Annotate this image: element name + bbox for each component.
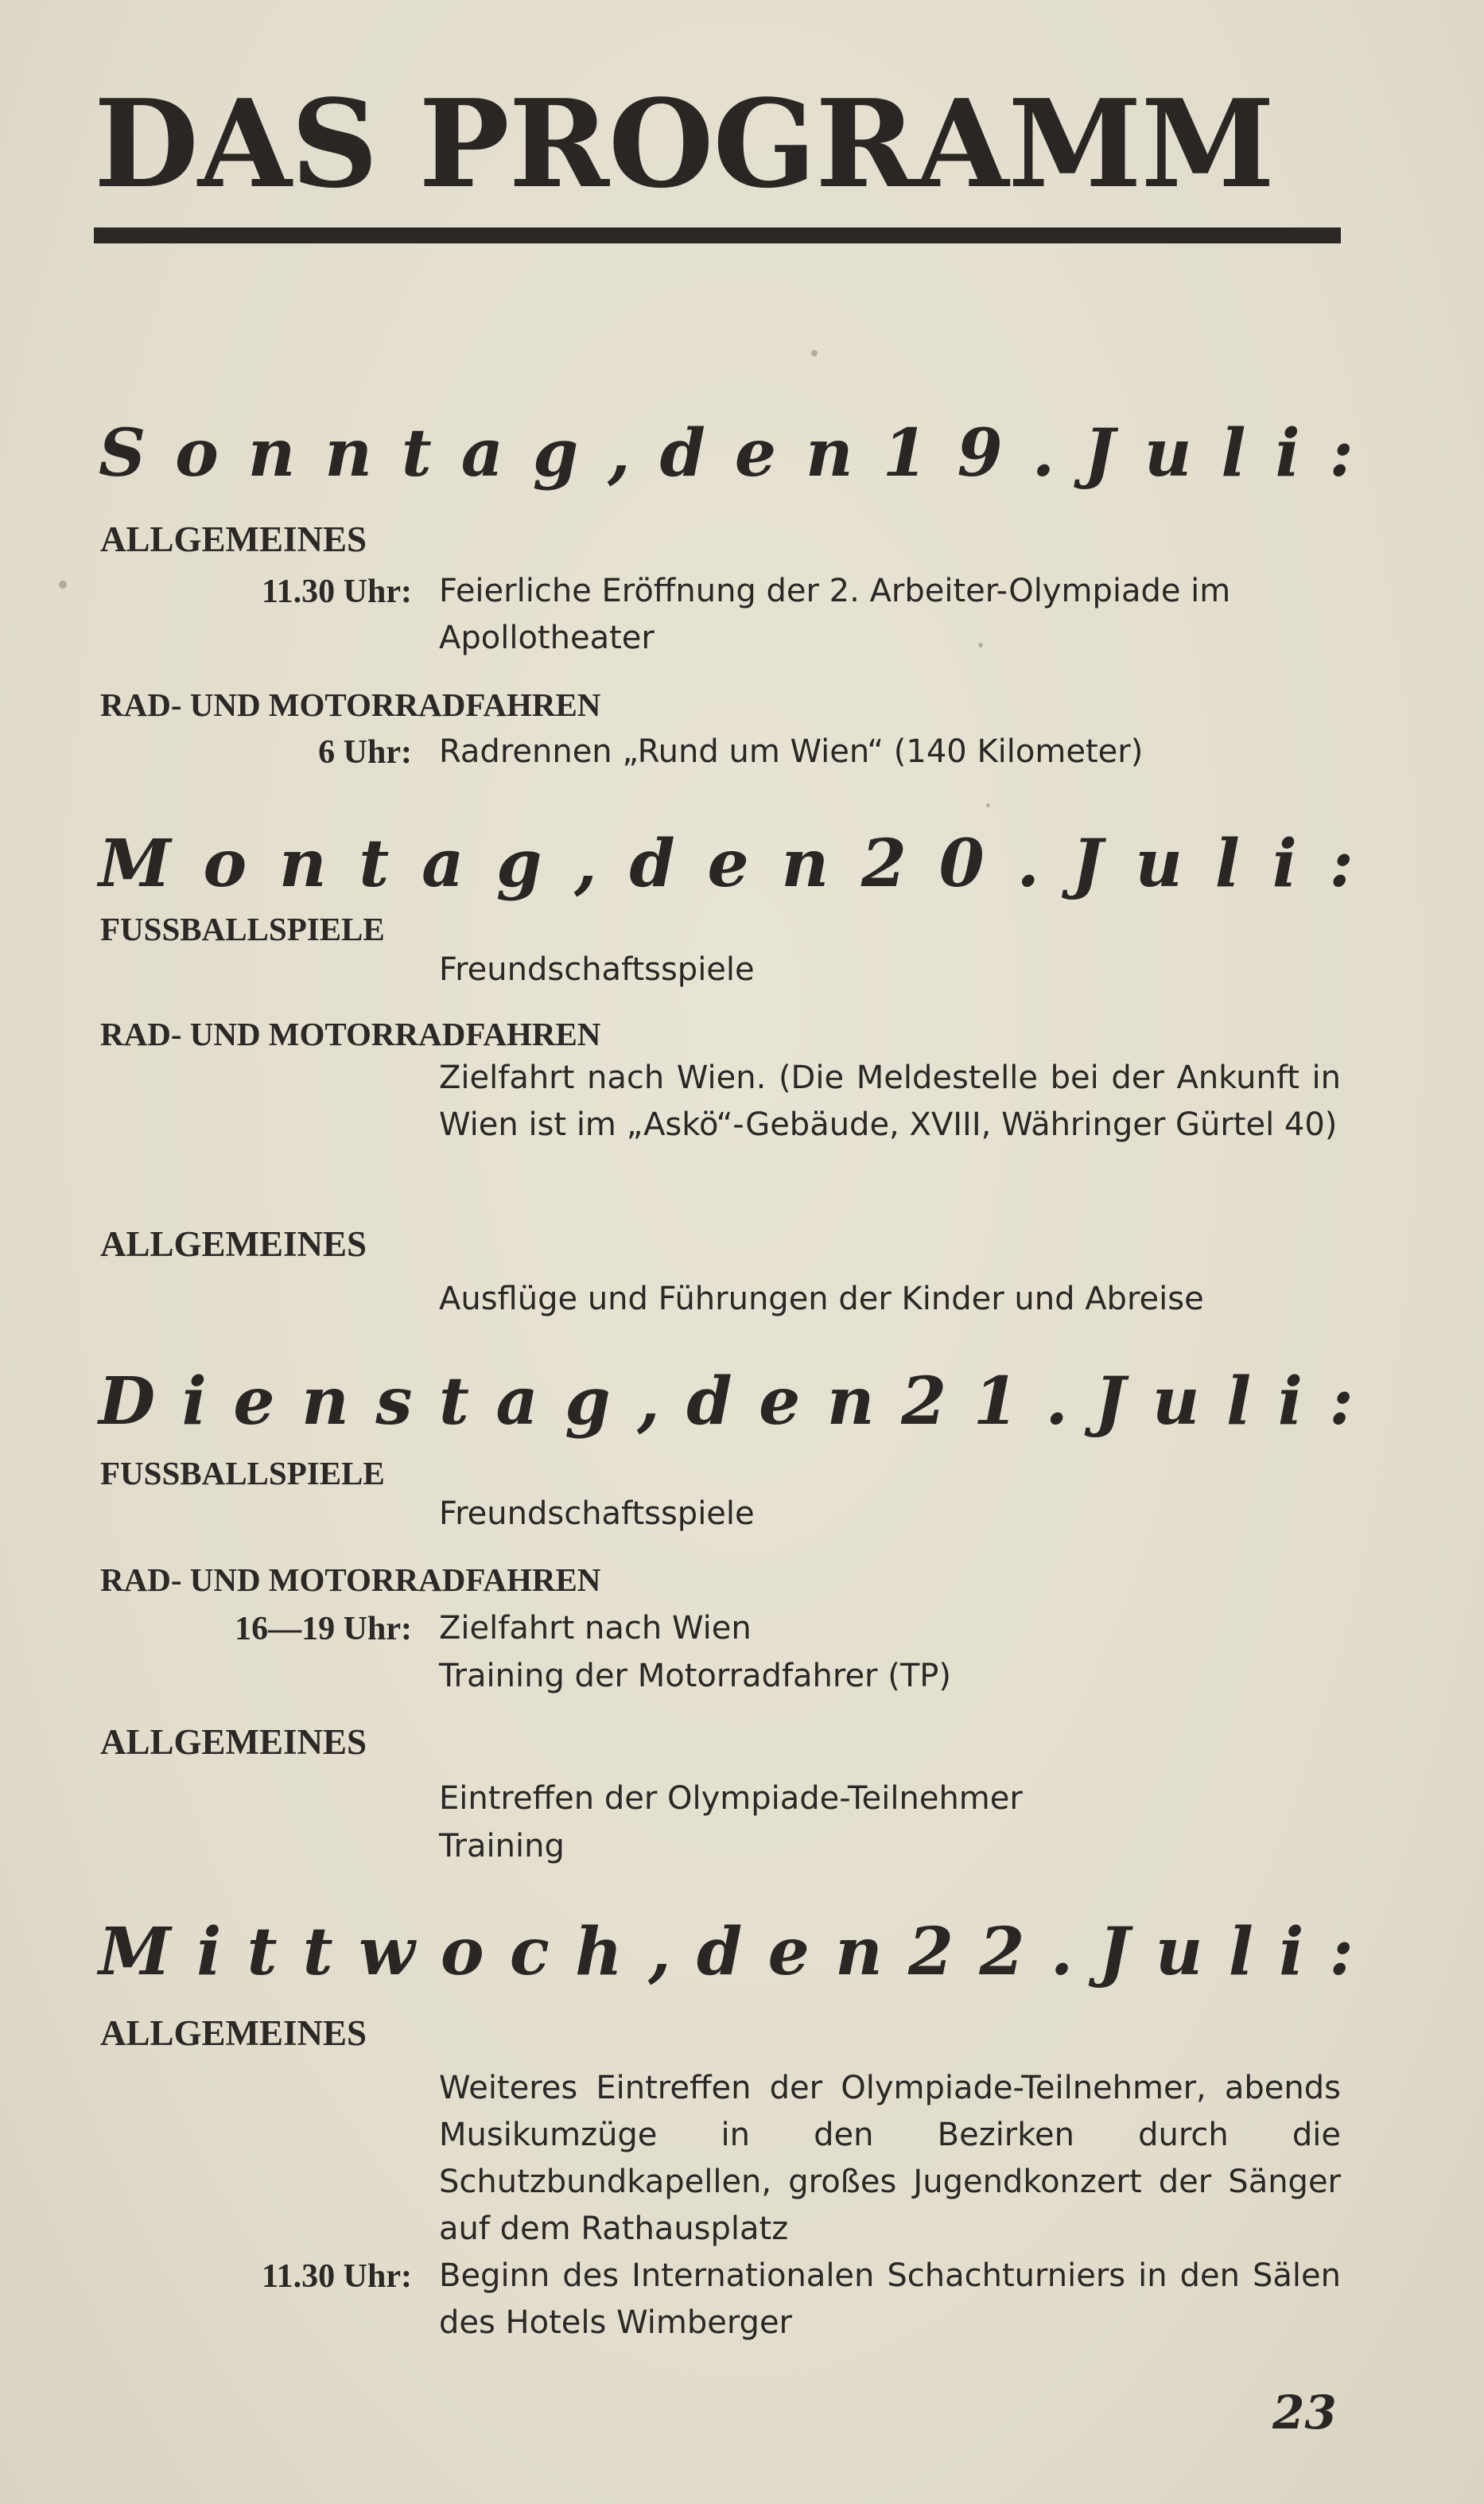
time-label: 16—19 Uhr: [235,1611,412,1647]
day-heading-glyph: d [696,1914,743,1990]
day-heading-glyph: . [1016,826,1040,902]
day-heading-glyph: : [1329,1914,1354,1990]
day-heading-glyph: t [302,1914,333,1990]
day-heading-glyph: e [759,1363,801,1440]
day-heading-glyph: o [440,1914,484,1990]
time-label: 11.30 Uhr: [262,2258,412,2295]
section-label: ALLGEMEINES [100,519,367,559]
day-heading-monday [99,824,1354,904]
day-heading-glyph: , [637,1363,660,1440]
day-heading-glyph: i [1272,826,1297,902]
time-label: 11.30 Uhr: [262,574,412,610]
day-heading-glyph: n [806,415,853,492]
day-heading-glyph: M [99,1914,171,1990]
day-heading-sunday [99,414,1354,493]
day-heading-glyph: J [1071,826,1103,902]
day-heading-glyph: g [565,1363,611,1440]
day-heading-glyph: t [247,1914,278,1990]
day-heading-glyph: s [375,1363,413,1440]
day-heading-glyph: a [495,1363,538,1440]
day-heading-glyph: d [686,1363,732,1440]
day-heading-glyph: S [99,415,146,492]
entry-text: Freundschaftsspiele [439,1495,755,1532]
day-heading-glyph: 0 [938,826,985,902]
day-heading-glyph: g [495,826,542,902]
entry-text: Training der Motorradfahrer (TP) [439,1658,951,1694]
day-heading-glyph: a [422,826,464,902]
day-heading-glyph: n [835,1914,883,1990]
day-heading-glyph: n [301,1363,349,1440]
paper-speck [986,803,990,807]
day-heading-glyph: n [781,826,829,902]
entry-text: Feierliche Eröffnung der 2. Arbeiter-Olympiade im Apollotheater [439,573,1231,656]
day-heading-glyph: c [509,1914,550,1990]
day-heading-glyph: i [196,1914,222,1990]
entry-text: Training [439,1828,565,1864]
entry-text: Zielfahrt nach Wien. (Die Meldestelle bei der Ankunft in Wien ist im „Askö“-Gebäude, XVIII, Währinger Gürtel 40) [439,1060,1341,1143]
day-heading-glyph: t [359,826,390,902]
day-heading-glyph: l [1226,1363,1252,1440]
day-heading-glyph: . [1045,1363,1068,1440]
section-label: FUSSBALLSPIELE [100,1455,385,1491]
day-heading-glyph: i [1277,1363,1303,1440]
day-heading-glyph: t [439,1363,469,1440]
day-heading-glyph: l [1228,1914,1253,1990]
day-heading-glyph: h [575,1914,623,1990]
day-heading-glyph: J [1084,415,1115,492]
day-heading-glyph: 1 [882,415,928,492]
day-heading-glyph: u [1155,1914,1203,1990]
day-heading-glyph: d [629,826,675,902]
day-heading-glyph: i [181,1363,207,1440]
day-heading-glyph: o [175,415,219,492]
day-heading-glyph: 1 [973,1363,1019,1440]
section-label: RAD- UND MOTORRADFAHREN [100,1016,601,1052]
section-label: ALLGEMEINES [100,1224,367,1264]
day-heading-glyph: 2 [908,1914,954,1990]
entry-text: Weiteres Eintreffen der Olympiade-Teilnehmer, abends Musikumzüge in den Bezirken durch die Schutzbundkapellen, großes Jugendkonzert der Sänger auf dem Rathausplatz [439,2070,1341,2247]
day-heading-glyph: e [767,1914,810,1990]
day-heading-glyph: D [99,1363,156,1440]
day-heading-glyph: n [324,415,372,492]
section-label: RAD- UND MOTORRADFAHREN [100,1561,601,1598]
day-heading-glyph: o [203,826,247,902]
day-heading-glyph: . [1031,415,1055,492]
day-heading-glyph: 2 [901,1363,947,1440]
paper-speck [978,643,983,647]
entry-text: Zielfahrt nach Wien [439,1610,752,1647]
paper-speck [59,581,67,589]
day-heading-glyph: t [401,415,432,492]
time-label: 6 Uhr: [318,734,412,771]
day-heading-glyph: : [1329,415,1354,492]
day-heading-glyph: , [608,415,631,492]
section-label: ALLGEMEINES [100,2013,367,2053]
day-heading-glyph: u [1144,415,1192,492]
day-heading-glyph: n [279,826,327,902]
day-heading-glyph: e [707,826,749,902]
day-heading-glyph: : [1329,1363,1354,1440]
day-heading-glyph: , [574,826,597,902]
entry-text: Beginn des Internationalen Schachturniers in den Sälen des Hotels Wimberger [439,2257,1341,2341]
day-heading-glyph: a [460,415,503,492]
day-heading-glyph: l [1214,826,1240,902]
day-heading-glyph: J [1094,1363,1126,1440]
section-label: ALLGEMEINES [100,1722,367,1762]
entry-text: Eintreffen der Olympiade-Teilnehmer [439,1780,1023,1817]
section-label: FUSSBALLSPIELE [100,911,385,947]
section-label: RAD- UND MOTORRADFAHREN [100,686,601,723]
day-heading-glyph: 2 [979,1914,1025,1990]
day-heading-glyph: J [1098,1914,1130,1990]
page-title: DAS PROGRAMM [94,72,1275,215]
day-heading-glyph: u [1135,826,1183,902]
day-heading-glyph: u [1152,1363,1200,1440]
day-heading-glyph: 9 [957,415,1003,492]
day-heading-glyph: i [1279,1914,1304,1990]
day-heading-glyph: : [1329,826,1354,902]
day-heading-glyph: e [734,415,777,492]
day-heading-tuesday [99,1362,1354,1441]
entry-text: Radrennen „Rund um Wien“ (140 Kilometer) [439,733,1144,770]
paper-speck [811,350,818,356]
day-heading-glyph: e [233,1363,275,1440]
day-heading-glyph: M [99,826,171,902]
day-heading-glyph: n [247,415,296,492]
entry-text: Ausflüge und Führungen der Kinder und Abreise [439,1281,1204,1317]
day-heading-glyph: i [1275,415,1300,492]
title-underline [94,227,1341,243]
day-heading-glyph: l [1221,415,1246,492]
entry-text: Freundschaftsspiele [439,951,755,988]
day-heading-glyph: n [826,1363,875,1440]
day-heading-wednesday [99,1912,1354,1992]
day-heading-glyph: w [358,1914,415,1990]
day-heading-glyph: 2 [860,826,907,902]
page-number: 23 [1272,2385,1337,2440]
day-heading-glyph: , [648,1914,671,1990]
day-heading-glyph: . [1050,1914,1074,1990]
day-heading-glyph: g [532,415,579,492]
day-heading-glyph: d [659,415,705,492]
